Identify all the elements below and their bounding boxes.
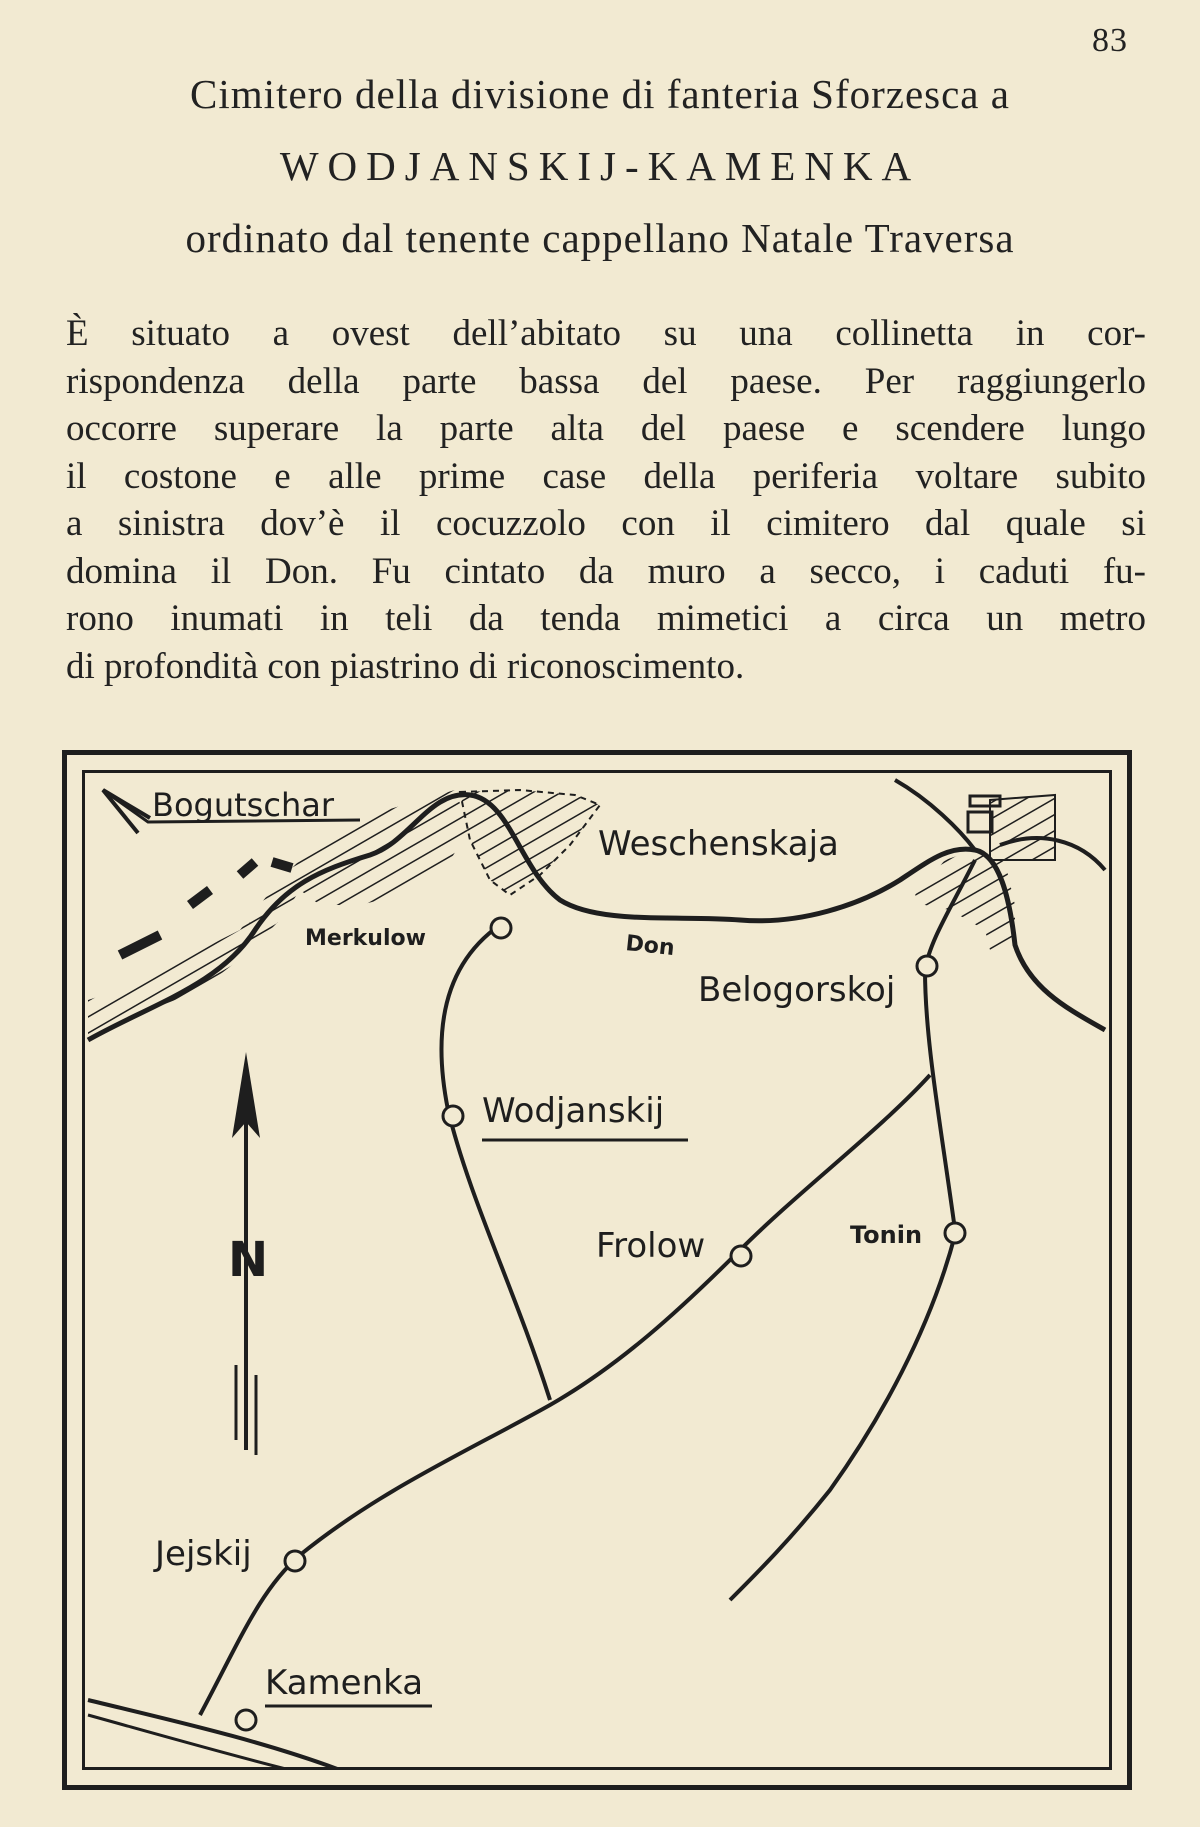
- town-marker-belogorskoj: [917, 956, 937, 976]
- heading-line-3: ordinato dal tenente cappellano Natale Traversa: [185, 215, 1015, 261]
- body-line-4: il costone e alle prime case della periferia voltare subito: [66, 455, 1146, 497]
- heading-line-1: Cimitero della divisione di fanteria Sforzesca a: [190, 71, 1010, 117]
- road-main-rail: [200, 1075, 930, 1715]
- front-dash-1: [120, 935, 160, 955]
- body-line-2: rispondenza della parte bassa del paese. Per raggiungerlo: [66, 360, 1146, 402]
- label-frolow: Frolow: [596, 1226, 706, 1266]
- label-kamenka: Kamenka: [265, 1663, 424, 1703]
- label-merkulow: Merkulow: [305, 926, 426, 951]
- label-north: N: [228, 1232, 269, 1288]
- don-river: [88, 795, 1105, 1040]
- front-dash-3: [240, 862, 255, 875]
- hatched-area-east: [915, 850, 1015, 950]
- river-tributary-north: [895, 780, 975, 850]
- front-dash-4: [272, 862, 292, 868]
- building-block-2: [968, 812, 992, 832]
- body-line-7: rono inumati in teli da tenda mimetici a circa un metro: [66, 598, 1146, 639]
- town-marker-merkulow: [491, 918, 511, 938]
- road-merkulow-wodjanskij: [441, 925, 550, 1400]
- label-wodjanskij: Wodjanskij: [482, 1091, 665, 1131]
- town-marker-jejskij: [285, 1551, 305, 1571]
- body-line-3: occorre superare la parte alta del paese e scendere lungo: [66, 408, 1146, 449]
- label-tonin: Tonin: [850, 1221, 923, 1249]
- body-line-5: a sinistra dov’è il cocuzzolo con il cimitero dal quale si: [66, 503, 1146, 544]
- town-marker-kamenka: [236, 1710, 256, 1730]
- road-southwest-edge: [88, 1700, 340, 1770]
- body-line-6: domina il Don. Fu cintato da muro a secco, i caduti fu-: [66, 550, 1146, 592]
- town-marker-tonin: [945, 1223, 965, 1243]
- town-marker-wodjanskij: [443, 1106, 463, 1126]
- label-don: Don: [624, 931, 676, 962]
- body-line-1: È situato a ovest dell’abitato su una collinetta in cor-: [66, 313, 1146, 354]
- label-weschenskaja: Weschenskaja: [598, 824, 839, 864]
- body-line-8: di profondità con piastrino di riconoscimento.: [66, 645, 745, 687]
- heading-title: WODJANSKIJ-KAMENKA: [279, 143, 921, 189]
- town-marker-frolow: [731, 1246, 751, 1266]
- page-number: 83: [1092, 22, 1128, 59]
- label-jejskij: Jejskij: [155, 1534, 252, 1574]
- label-bogutschar: Bogutschar: [152, 786, 334, 824]
- front-dash-2: [190, 890, 210, 905]
- hatched-area-weschenskaja: [460, 790, 600, 895]
- road-tonin-south: [730, 1235, 955, 1600]
- label-belogorskoj: Belogorskoj: [698, 970, 896, 1010]
